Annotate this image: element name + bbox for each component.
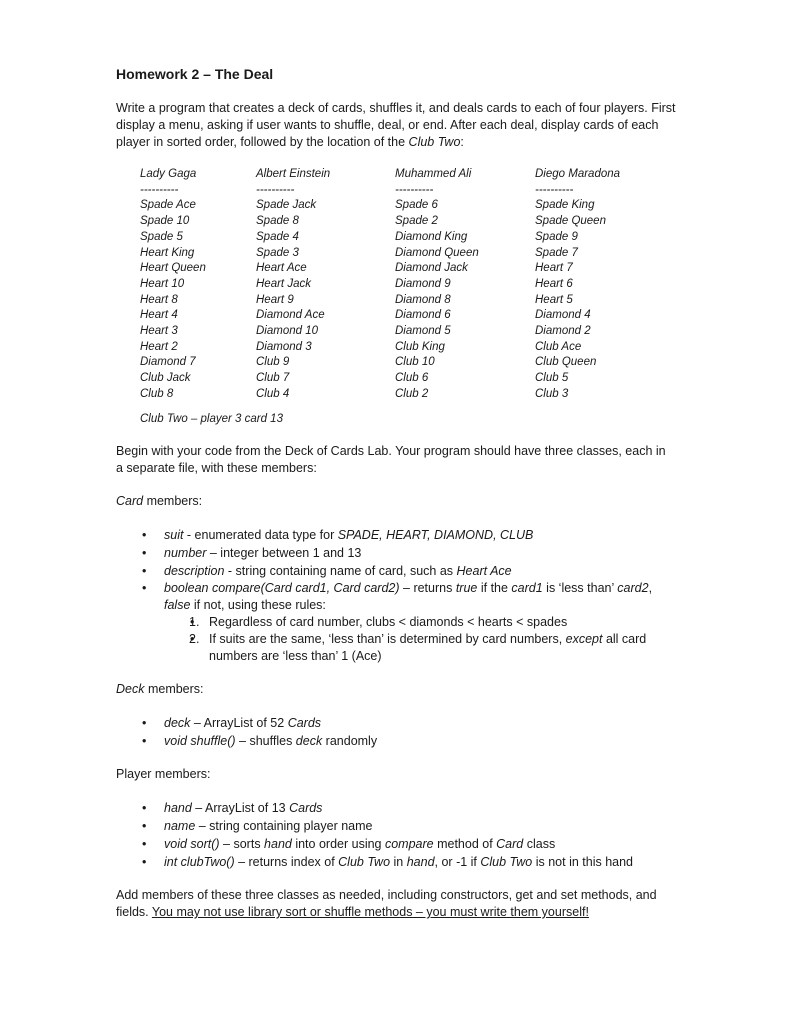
- card-entry: Heart 7: [535, 262, 573, 275]
- deck-members-heading: Deck members:: [116, 682, 204, 696]
- list-item: • name – string containing player name: [116, 817, 676, 835]
- deck-members-list: [116, 714, 676, 750]
- card-entry: Spade 3: [256, 246, 299, 259]
- card-entry: Diamond King: [395, 230, 468, 243]
- page-title: Homework 2 – The Deal: [116, 66, 274, 82]
- card-entry: Heart 3: [140, 325, 178, 338]
- card-entry: Diamond 7: [140, 356, 196, 369]
- intro-paragraph: Write a program that creates a deck of cards, shuffles it, and deals cards to each of four players. First display a menu, asking if user wants to shuffle, deal, or end. After each deal, display cards of each player in sorted order, followed by the location of the Club Two:: [116, 101, 676, 149]
- card-entry: Heart 8: [140, 293, 178, 306]
- card-entry: Diamond 5: [395, 325, 451, 338]
- club-two-location: Club Two – player 3 card 13: [140, 413, 283, 425]
- player-divider: ----------: [256, 183, 295, 196]
- card-entry: Spade 4: [256, 230, 299, 243]
- card-entry: Club 7: [256, 372, 290, 385]
- card-entry: Club 10: [395, 356, 435, 369]
- list-item: • description - string containing name of card, such as Heart Ace: [116, 562, 676, 580]
- player-divider: ----------: [395, 183, 434, 196]
- card-entry: Club 8: [140, 387, 174, 400]
- card-entry: Spade 6: [395, 199, 438, 212]
- list-item: • 2. If suits are the same, ‘less than’ is determined by card numbers, except all card numbers are ‘less than’ 1 (Ace): [164, 631, 676, 665]
- list-item: • hand – ArrayList of 13 Cards: [116, 799, 676, 817]
- card-entry: Spade Queen: [535, 215, 606, 228]
- card-members-list: [116, 526, 676, 665]
- card-entry: Heart King: [140, 246, 195, 259]
- card-entry: Diamond Jack: [395, 262, 468, 275]
- player-divider: ----------: [140, 183, 179, 196]
- player-hands-table: [116, 167, 676, 411]
- player-name: Lady Gaga: [140, 168, 197, 180]
- player-name: Diego Maradona: [535, 168, 621, 180]
- card-entry: Heart Jack: [256, 277, 311, 290]
- begin-paragraph: Begin with your code from the Deck of Cards Lab. Your program should have three classes, each in a separate file, with these members:: [116, 444, 666, 475]
- card-entry: Diamond 6: [395, 309, 451, 322]
- card-entry: Spade Jack: [256, 199, 317, 212]
- player-name: Muhammed Ali: [395, 168, 472, 180]
- underlined-warning: You may not use library sort or shuffle methods – you must write them yourself!: [151, 905, 589, 919]
- player-column-2: [256, 167, 330, 403]
- footer-paragraph: Add members of these three classes as needed, including constructors, get and set methods, and fields. You may not use library sort or shuffle methods – you must write them yourself!: [116, 888, 657, 919]
- card-entry: Heart Ace: [256, 262, 307, 275]
- card-entry: Spade Ace: [140, 199, 196, 212]
- card-members-heading: Card members:: [116, 494, 203, 508]
- card-entry: Diamond 8: [395, 293, 451, 306]
- list-item: • number – integer between 1 and 13: [116, 544, 676, 562]
- card-entry: Club 5: [535, 372, 569, 385]
- card-entry: Club 3: [535, 387, 569, 400]
- card-entry: Spade 10: [140, 215, 190, 228]
- card-entry: Diamond Ace: [256, 309, 325, 322]
- card-entry: Heart 6: [535, 277, 573, 290]
- card-entry: Club King: [395, 340, 445, 353]
- card-entry: Club 4: [256, 387, 290, 400]
- card-entry: Diamond Queen: [395, 246, 479, 259]
- card-entry: Spade 2: [395, 215, 438, 228]
- card-entry: Spade 8: [256, 215, 299, 228]
- card-entry: Diamond 9: [395, 277, 451, 290]
- card-entry: Club 2: [395, 387, 429, 400]
- card-entry: Heart 4: [140, 309, 178, 322]
- list-item: • 1. Regardless of card number, clubs < diamonds < hearts < spades: [164, 614, 676, 631]
- player-members-list: [116, 799, 676, 871]
- card-entry: Spade 7: [535, 246, 578, 259]
- card-entry: Spade King: [535, 199, 595, 212]
- card-entry: Club Ace: [535, 340, 582, 353]
- player-column-1: [140, 167, 206, 403]
- document-page: [116, 66, 676, 921]
- player-divider: ----------: [535, 183, 574, 196]
- card-entry: Heart Queen: [140, 262, 206, 275]
- list-item: • boolean compare(Card card1, Card card2) – returns true if the card1 is ‘less than’ card2, false if not, using these rules: • 1. Regardless of card number, clubs < diamonds < hearts < spades • 2. If suits are the same, ‘less than’ is determined by card numbers, except all card numbers are ‘less than’ 1 (Ace): [116, 580, 676, 665]
- card-entry: Spade 5: [140, 230, 183, 243]
- list-item: • void shuffle() – shuffles deck randomly: [116, 732, 676, 750]
- player-column-4: [535, 167, 620, 403]
- card-entry: Club Jack: [140, 372, 191, 385]
- card-entry: Diamond 2: [535, 325, 591, 338]
- card-entry: Diamond 3: [256, 340, 312, 353]
- card-entry: Club Queen: [535, 356, 597, 369]
- player-column-3: [395, 167, 479, 403]
- player-name: Albert Einstein: [256, 168, 331, 180]
- list-item: • deck – ArrayList of 52 Cards: [116, 714, 676, 732]
- card-entry: Heart 5: [535, 293, 573, 306]
- card-entry: Diamond 10: [256, 325, 319, 338]
- card-entry: Diamond 4: [535, 309, 591, 322]
- list-item: • int clubTwo() – returns index of Club Two in hand, or -1 if Club Two is not in this hand: [116, 853, 676, 871]
- card-entry: Club 6: [395, 372, 429, 385]
- card-entry: Heart 9: [256, 293, 294, 306]
- list-item: • void sort() – sorts hand into order using compare method of Card class: [116, 835, 676, 853]
- card-entry: Heart 10: [140, 277, 185, 290]
- card-entry: Club 9: [256, 356, 290, 369]
- player-members-heading: Player members:: [116, 767, 211, 781]
- compare-rules-list: [164, 614, 676, 665]
- card-entry: Spade 9: [535, 230, 578, 243]
- card-entry: Heart 2: [140, 340, 178, 353]
- list-item: • suit - enumerated data type for SPADE, HEART, DIAMOND, CLUB: [116, 526, 676, 544]
